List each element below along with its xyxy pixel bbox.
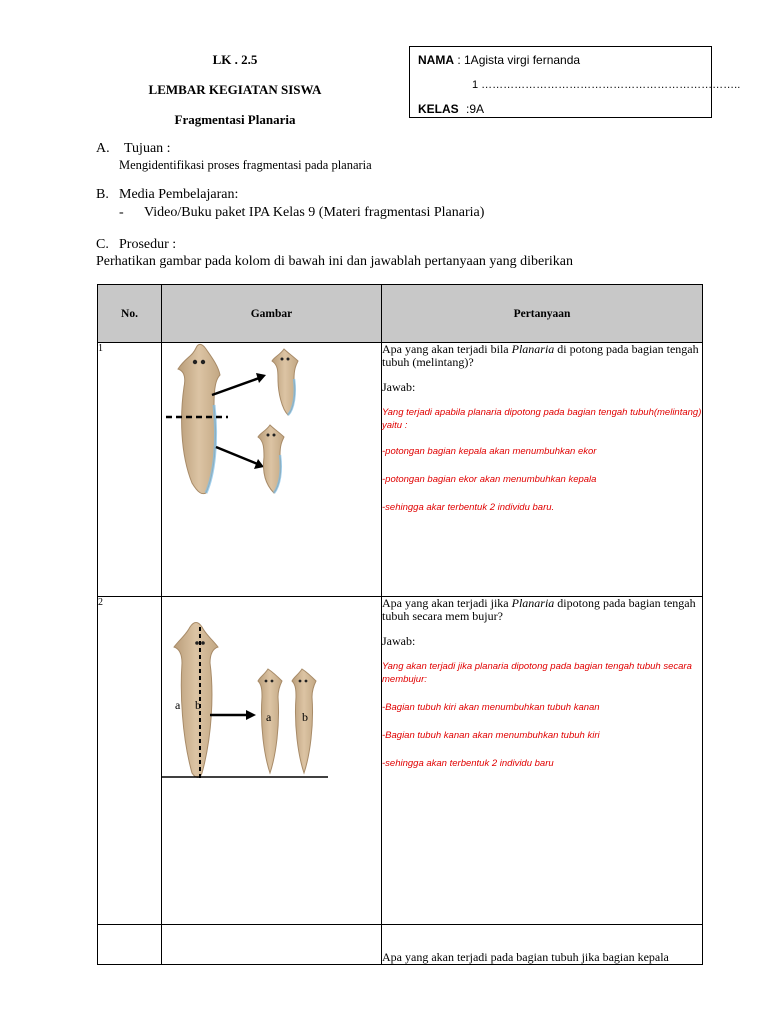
question-cell [382, 925, 703, 965]
kelas-row [418, 102, 484, 116]
section-b-label: B. [96, 187, 109, 202]
row-number: 1 [98, 343, 162, 597]
answer-line: -potongan bagian kepala akan menumbuhkan ekor [382, 446, 597, 457]
image-cell [162, 597, 382, 925]
eye-icon [193, 360, 197, 364]
section-a-label: A. [96, 141, 110, 156]
question-cell [382, 343, 703, 597]
answer-line: Yang terjadi apabila planaria dipotong pada bagian tengah tubuh(melintang) yaitu : [382, 407, 702, 431]
header-no: No. [98, 285, 162, 343]
question-text: Apa yang akan terjadi pada bagian tubuh jika bagian kepala [382, 950, 669, 964]
question-cell [382, 597, 703, 925]
kelas-label: KELAS [418, 102, 459, 116]
section-c-text: Perhatikan gambar pada kolom di bawah ini dan jawablah pertanyaan yang diberikan [96, 254, 573, 269]
row-number [98, 925, 162, 965]
lk-code: LK . 2.5 [212, 52, 258, 67]
worksheet-table [97, 284, 703, 965]
table-header-row [98, 285, 703, 343]
answer-line: -Bagian tubuh kanan akan menumbuhkan tubuh kiri [382, 730, 600, 741]
kelas-value: :9A [466, 102, 485, 116]
table-row [98, 597, 703, 925]
document-title: LEMBAR KEGIATAN SISWA [148, 82, 322, 97]
answer-line: -Bagian tubuh kiri akan menumbuhkan tubuh kanan [382, 702, 600, 713]
nama-row [418, 53, 580, 67]
image-cell [162, 343, 382, 597]
image-cell [162, 925, 382, 965]
nama-line-2: 1 …………………………………………………………….. [472, 79, 741, 91]
header-pertanyaan: Pertanyaan [382, 285, 703, 343]
nama-value: : 1Agista virgi fernanda [457, 53, 581, 67]
identity-box [409, 46, 741, 118]
section-b-text: Video/Buku paket IPA Kelas 9 (Materi fragmentasi Planaria) [144, 205, 485, 220]
question-text: Apa yang akan terjadi jika Planaria dipotong pada bagian tengah tubuh secara mem bujur? [382, 596, 696, 623]
nama-label: NAMA [418, 53, 454, 67]
answer-line: Yang akan terjadi jika planaria dipotong pada bagian tengah tubuh secara membujur: [382, 661, 692, 685]
jawab-label: Jawab: [382, 634, 416, 648]
answer-line: -sehingga akar terbentuk 2 individu baru. [382, 502, 555, 513]
label-b: b [302, 710, 308, 724]
arrow-icon [216, 447, 260, 465]
planaria-transverse-cut-illustration [162, 343, 381, 591]
label-a: a [266, 710, 272, 724]
planaria-longitudinal-cut-illustration [162, 597, 381, 797]
table-row [98, 925, 703, 965]
section-c-title: Prosedur : [119, 237, 177, 252]
section-a-title: Tujuan : [124, 141, 171, 156]
section-a-text: Mengidentifikasi proses fragmentasi pada planaria [119, 158, 372, 172]
section-c-label: C. [96, 237, 109, 252]
answer-line: -sehingga akan terbentuk 2 individu baru [382, 758, 554, 769]
answer-line: -potongan bagian ekor akan menumbuhkan kepala [382, 474, 597, 485]
document-subtitle: Fragmentasi Planaria [174, 112, 296, 127]
section-b-title: Media Pembelajaran: [119, 187, 239, 202]
section-b-dash: - [119, 205, 124, 220]
header-gambar: Gambar [162, 285, 382, 343]
question-text: Apa yang akan terjadi bila Planaria di potong pada bagian tengah tubuh (melintang)? [382, 342, 699, 369]
jawab-label: Jawab: [382, 380, 416, 394]
arrow-icon [212, 377, 262, 395]
row-number: 2 [98, 597, 162, 925]
label-a: a [175, 698, 181, 712]
label-b: b [195, 698, 201, 712]
table-row [98, 343, 703, 597]
